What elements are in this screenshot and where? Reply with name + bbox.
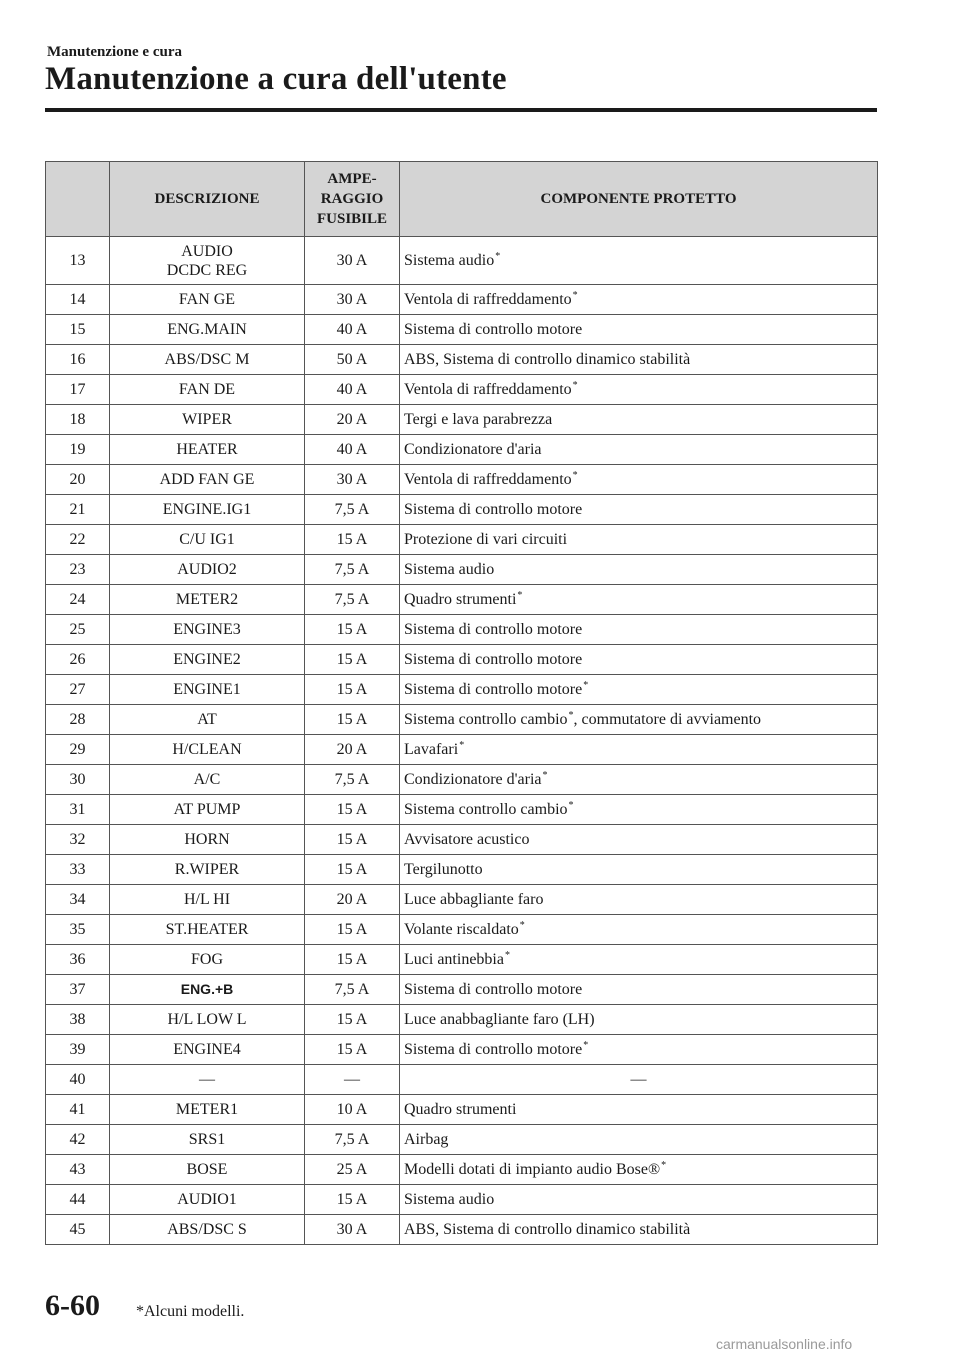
fuse-description: AT PUMP <box>110 795 305 825</box>
protected-component <box>400 585 878 615</box>
fuse-amperage: 20 A <box>305 405 400 435</box>
fuse-number: 13 <box>46 237 110 285</box>
table-row <box>46 1095 878 1125</box>
protected-component <box>400 1125 878 1155</box>
asterisk-mark: * <box>459 739 465 751</box>
protected-component-text: ABS, Sistema di controllo dinamico stabilità <box>404 1221 691 1238</box>
fuse-description: METER1 <box>110 1095 305 1125</box>
table-row <box>46 585 878 615</box>
fuse-amperage: 7,5 A <box>305 765 400 795</box>
fuse-description: SRS1 <box>110 1125 305 1155</box>
fuse-number: 24 <box>46 585 110 615</box>
fuse-amperage: 15 A <box>305 855 400 885</box>
protected-component-text: Sistema controllo cambio <box>404 711 568 728</box>
protected-component <box>400 855 878 885</box>
fuse-description: R.WIPER <box>110 855 305 885</box>
table-row <box>46 975 878 1005</box>
fuse-description: ADD FAN GE <box>110 465 305 495</box>
fuse-description: AUDIO DCDC REG <box>110 237 305 285</box>
table-row <box>46 1125 878 1155</box>
fuse-description: AT <box>110 705 305 735</box>
fuse-number: 21 <box>46 495 110 525</box>
protected-component-text: Luce abbagliante faro <box>404 891 544 908</box>
fuse-amperage: 40 A <box>305 375 400 405</box>
table-row <box>46 315 878 345</box>
asterisk-mark: * <box>517 589 523 601</box>
section-title: Manutenzione e cura <box>47 44 182 60</box>
table-row <box>46 705 878 735</box>
table-row <box>46 645 878 675</box>
fuse-description: H/L LOW L <box>110 1005 305 1035</box>
protected-component <box>400 345 878 375</box>
protected-component <box>400 675 878 705</box>
protected-component-text: Protezione di vari circuiti <box>404 531 568 548</box>
fuse-number: 20 <box>46 465 110 495</box>
fuse-description: AUDIO1 <box>110 1185 305 1215</box>
protected-component-text: Modelli dotati di impianto audio Bose® <box>404 1161 661 1178</box>
fuse-number: 19 <box>46 435 110 465</box>
fuse-number: 18 <box>46 405 110 435</box>
fuse-number: 26 <box>46 645 110 675</box>
fuse-amperage: 7,5 A <box>305 555 400 585</box>
table-header-row <box>46 162 878 237</box>
fuse-description: BOSE <box>110 1155 305 1185</box>
protected-component-text: Airbag <box>404 1131 449 1148</box>
table-row <box>46 525 878 555</box>
table-row <box>46 1155 878 1185</box>
table-row <box>46 1185 878 1215</box>
protected-component <box>400 825 878 855</box>
header-protected-component: COMPONENTE PROTETTO <box>400 162 878 237</box>
table-row <box>46 435 878 465</box>
asterisk-mark: * <box>568 799 574 811</box>
fuse-number: 15 <box>46 315 110 345</box>
protected-component-text: Volante riscaldato <box>404 921 519 938</box>
fuse-amperage: 25 A <box>305 1155 400 1185</box>
protected-component-text: Luci antinebbia <box>404 951 504 968</box>
table-row <box>46 735 878 765</box>
table-row <box>46 825 878 855</box>
protected-component-text: Sistema di controllo motore <box>404 681 583 698</box>
fuse-amperage: 15 A <box>305 675 400 705</box>
fuse-amperage: 30 A <box>305 285 400 315</box>
footnote-mark: * <box>136 1303 144 1320</box>
protected-component <box>400 615 878 645</box>
fuse-number: 32 <box>46 825 110 855</box>
protected-component <box>400 285 878 315</box>
table-row <box>46 915 878 945</box>
table-row <box>46 1035 878 1065</box>
fuse-description: A/C <box>110 765 305 795</box>
protected-component-text: Sistema di controllo motore <box>404 501 583 518</box>
asterisk-mark: * <box>583 1039 589 1051</box>
protected-component <box>400 705 878 735</box>
fuse-number: 38 <box>46 1005 110 1035</box>
asterisk-mark: * <box>572 469 578 481</box>
fuse-description: ENGINE.IG1 <box>110 495 305 525</box>
protected-component <box>400 315 878 345</box>
fuse-number: 16 <box>46 345 110 375</box>
header-description: DESCRIZIONE <box>110 162 305 237</box>
protected-component-text: Sistema audio <box>404 252 495 269</box>
page-title: Manutenzione a cura dell'utente <box>45 61 507 97</box>
protected-component <box>400 765 878 795</box>
protected-component <box>400 525 878 555</box>
fuse-amperage: 15 A <box>305 825 400 855</box>
fuse-number: 17 <box>46 375 110 405</box>
fuse-amperage: 15 A <box>305 915 400 945</box>
protected-component <box>400 495 878 525</box>
fuse-description: ENGINE3 <box>110 615 305 645</box>
fuse-description: H/L HI <box>110 885 305 915</box>
protected-component-text: Lavafari <box>404 741 459 758</box>
table-row <box>46 285 878 315</box>
protected-component-text: Avvisatore acustico <box>404 831 530 848</box>
protected-component <box>400 435 878 465</box>
fuse-number: 35 <box>46 915 110 945</box>
footnote-text: Alcuni modelli. <box>144 1303 245 1320</box>
fuse-description: — <box>110 1065 305 1095</box>
fuse-number: 41 <box>46 1095 110 1125</box>
fuse-amperage: 20 A <box>305 735 400 765</box>
page-number: 6-60 <box>45 1289 100 1322</box>
fuse-amperage: 7,5 A <box>305 975 400 1005</box>
fuse-amperage: — <box>305 1065 400 1095</box>
fuse-description: AUDIO2 <box>110 555 305 585</box>
protected-component-text: Sistema audio <box>404 1191 495 1208</box>
fuse-amperage: 15 A <box>305 645 400 675</box>
asterisk-mark: * <box>495 250 501 262</box>
fuse-number: 39 <box>46 1035 110 1065</box>
table-row <box>46 885 878 915</box>
fuse-table-body <box>46 237 878 1245</box>
protected-component <box>400 975 878 1005</box>
fuse-amperage: 15 A <box>305 1185 400 1215</box>
fuse-description: WIPER <box>110 405 305 435</box>
table-row <box>46 765 878 795</box>
fuse-number: 27 <box>46 675 110 705</box>
protected-component <box>400 1005 878 1035</box>
table-row <box>46 945 878 975</box>
fuse-amperage: 50 A <box>305 345 400 375</box>
table-row <box>46 855 878 885</box>
protected-component-text: Sistema di controllo motore <box>404 651 583 668</box>
fuse-amperage: 15 A <box>305 705 400 735</box>
protected-component <box>400 405 878 435</box>
fuse-amperage: 20 A <box>305 885 400 915</box>
asterisk-mark: * <box>583 679 589 691</box>
protected-component-text: ABS, Sistema di controllo dinamico stabilità <box>404 351 691 368</box>
fuse-amperage: 40 A <box>305 315 400 345</box>
fuse-number: 30 <box>46 765 110 795</box>
fuse-amperage: 40 A <box>305 435 400 465</box>
fuse-description: C/U IG1 <box>110 525 305 555</box>
protected-component-text: Condizionatore d'aria <box>404 441 542 458</box>
protected-component-text: Sistema di controllo motore <box>404 1041 583 1058</box>
table-row <box>46 495 878 525</box>
footnote <box>136 1303 244 1321</box>
fuse-number: 40 <box>46 1065 110 1095</box>
fuse-number: 43 <box>46 1155 110 1185</box>
table-row <box>46 237 878 285</box>
fuse-number: 45 <box>46 1215 110 1245</box>
fuse-amperage: 7,5 A <box>305 1125 400 1155</box>
table-row <box>46 1065 878 1095</box>
fuse-amperage: 15 A <box>305 795 400 825</box>
fuse-amperage: 30 A <box>305 465 400 495</box>
protected-component-text: Tergilunotto <box>404 861 483 878</box>
protected-component <box>400 1185 878 1215</box>
asterisk-mark: * <box>572 379 578 391</box>
table-row <box>46 795 878 825</box>
protected-component <box>400 465 878 495</box>
table-row <box>46 375 878 405</box>
fuse-number: 29 <box>46 735 110 765</box>
fuse-description: ENGINE4 <box>110 1035 305 1065</box>
protected-component <box>400 1065 878 1095</box>
fuse-number: 22 <box>46 525 110 555</box>
title-rule <box>45 108 877 112</box>
asterisk-mark: * <box>661 1159 667 1171</box>
protected-component <box>400 237 878 285</box>
fuse-amperage: 15 A <box>305 945 400 975</box>
fuse-number: 36 <box>46 945 110 975</box>
fuse-amperage: 7,5 A <box>305 585 400 615</box>
fuse-number: 34 <box>46 885 110 915</box>
protected-component <box>400 1215 878 1245</box>
fuse-description: ABS/DSC M <box>110 345 305 375</box>
table-row <box>46 555 878 585</box>
fuse-number: 31 <box>46 795 110 825</box>
protected-component-text: Condizionatore d'aria <box>404 771 542 788</box>
table-row <box>46 675 878 705</box>
protected-component <box>400 915 878 945</box>
table-row <box>46 615 878 645</box>
fuse-description: ENGINE2 <box>110 645 305 675</box>
fuse-amperage: 30 A <box>305 237 400 285</box>
fuse-amperage: 15 A <box>305 615 400 645</box>
protected-component-text: Quadro strumenti <box>404 591 517 608</box>
protected-component-text: Tergi e lava parabrezza <box>404 411 553 428</box>
protected-component-text: — <box>630 1071 647 1088</box>
fuse-amperage: 15 A <box>305 1035 400 1065</box>
protected-component <box>400 945 878 975</box>
fuse-number: 33 <box>46 855 110 885</box>
fuse-description: FAN GE <box>110 285 305 315</box>
protected-component-text: Sistema di controllo motore <box>404 981 583 998</box>
fuse-description: METER2 <box>110 585 305 615</box>
fuse-amperage: 15 A <box>305 1005 400 1035</box>
fuse-amperage: 30 A <box>305 1215 400 1245</box>
fuse-number: 37 <box>46 975 110 1005</box>
protected-component-text-continued: , commutatore di avviamento <box>573 711 762 728</box>
fuse-number: 14 <box>46 285 110 315</box>
fuse-amperage: 15 A <box>305 525 400 555</box>
table-row <box>46 1215 878 1245</box>
fuse-table <box>45 161 878 1245</box>
asterisk-mark: * <box>504 949 510 961</box>
fuse-description: HORN <box>110 825 305 855</box>
fuse-description: FOG <box>110 945 305 975</box>
asterisk-mark: * <box>542 769 548 781</box>
asterisk-mark: * <box>568 709 574 721</box>
table-row <box>46 405 878 435</box>
fuse-description: FAN DE <box>110 375 305 405</box>
table-row <box>46 465 878 495</box>
protected-component <box>400 375 878 405</box>
fuse-description: HEATER <box>110 435 305 465</box>
protected-component <box>400 1035 878 1065</box>
protected-component <box>400 795 878 825</box>
fuse-number: 28 <box>46 705 110 735</box>
header-number <box>46 162 110 237</box>
fuse-description: ENGINE1 <box>110 675 305 705</box>
fuse-number: 23 <box>46 555 110 585</box>
watermark: carmanualsonline.info <box>716 1336 853 1352</box>
protected-component <box>400 1155 878 1185</box>
protected-component-text: Ventola di raffreddamento <box>404 291 572 308</box>
protected-component-text: Quadro strumenti <box>404 1101 517 1118</box>
fuse-amperage: 10 A <box>305 1095 400 1125</box>
table-row <box>46 1005 878 1035</box>
fuse-description: ABS/DSC S <box>110 1215 305 1245</box>
fuse-description-text: ENG.+B <box>180 981 234 997</box>
protected-component-text: Sistema controllo cambio <box>404 801 568 818</box>
protected-component-text: Sistema di controllo motore <box>404 321 583 338</box>
fuse-description: H/CLEAN <box>110 735 305 765</box>
fuse-description: ENG.MAIN <box>110 315 305 345</box>
fuse-amperage: 7,5 A <box>305 495 400 525</box>
fuse-number: 44 <box>46 1185 110 1215</box>
fuse-number: 42 <box>46 1125 110 1155</box>
asterisk-mark: * <box>519 919 525 931</box>
protected-component <box>400 735 878 765</box>
fuse-description <box>110 975 305 1005</box>
protected-component-text: Sistema audio <box>404 561 495 578</box>
header-amperage: AMPE- RAGGIO FUSIBILE <box>305 162 400 237</box>
protected-component <box>400 885 878 915</box>
protected-component <box>400 1095 878 1125</box>
fuse-number: 25 <box>46 615 110 645</box>
table-row <box>46 345 878 375</box>
protected-component-text: Luce anabbagliante faro (LH) <box>404 1011 595 1028</box>
fuse-description: ST.HEATER <box>110 915 305 945</box>
protected-component-text: Sistema di controllo motore <box>404 621 583 638</box>
asterisk-mark: * <box>572 289 578 301</box>
protected-component <box>400 555 878 585</box>
protected-component-text: Ventola di raffreddamento <box>404 381 572 398</box>
protected-component <box>400 645 878 675</box>
protected-component-text: Ventola di raffreddamento <box>404 471 572 488</box>
